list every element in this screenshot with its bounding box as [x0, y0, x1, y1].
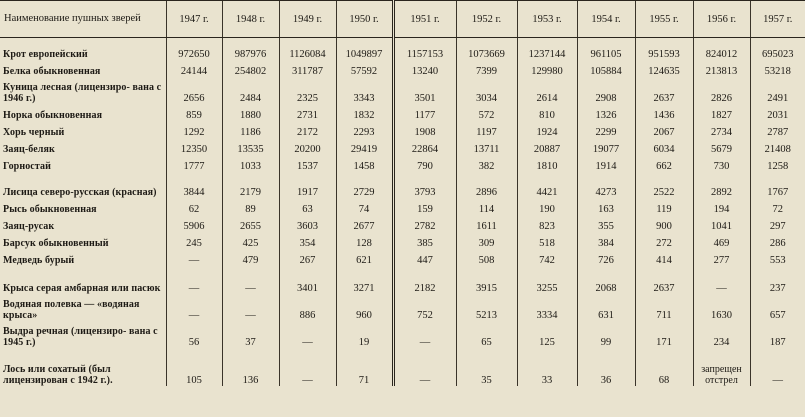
value-cell: 961105 — [577, 38, 635, 61]
table-row — [0, 172, 805, 198]
table-row — [0, 155, 805, 172]
value-cell: 1186 — [222, 121, 279, 138]
name-column-header: Наименование пушных зверей — [0, 1, 166, 38]
value-cell: 572 — [456, 104, 517, 121]
value-cell: 886 — [279, 294, 336, 321]
value-cell: 1537 — [279, 155, 336, 172]
year-header: 1957 г. — [750, 1, 805, 38]
value-cell: — — [393, 348, 456, 386]
value-cell: 621 — [336, 249, 393, 266]
value-cell: 3255 — [517, 266, 577, 294]
value-cell: 987976 — [222, 38, 279, 61]
table-row — [0, 215, 805, 232]
value-cell: 1177 — [393, 104, 456, 121]
value-cell: 2067 — [635, 121, 693, 138]
value-cell: 1041 — [693, 215, 750, 232]
value-cell: 1126084 — [279, 38, 336, 61]
value-cell: 1767 — [750, 172, 805, 198]
year-header: 1950 г. — [336, 1, 393, 38]
value-cell: 2182 — [393, 266, 456, 294]
value-cell: 125 — [517, 321, 577, 348]
value-cell: 4273 — [577, 172, 635, 198]
value-cell: 21408 — [750, 138, 805, 155]
value-cell: 1237144 — [517, 38, 577, 61]
value-cell: 7399 — [456, 60, 517, 77]
value-cell: 136 — [222, 348, 279, 386]
value-cell: 119 — [635, 198, 693, 215]
value-cell: 2908 — [577, 77, 635, 104]
value-cell: 1292 — [166, 121, 222, 138]
value-cell: 2031 — [750, 104, 805, 121]
animal-name-cell: Белка обыкновенная — [3, 66, 101, 77]
table-row — [0, 266, 805, 294]
value-cell: 2293 — [336, 121, 393, 138]
value-cell: 2172 — [279, 121, 336, 138]
value-cell: 272 — [635, 232, 693, 249]
value-cell: 237 — [750, 266, 805, 294]
value-cell: 553 — [750, 249, 805, 266]
value-cell: 19 — [336, 321, 393, 348]
value-cell: 29419 — [336, 138, 393, 155]
year-header: 1954 г. — [577, 1, 635, 38]
table-row — [0, 138, 805, 155]
value-cell: 2655 — [222, 215, 279, 232]
value-cell: 3343 — [336, 77, 393, 104]
animal-name-cell: Заяц-русак — [3, 221, 55, 232]
value-cell: 2637 — [635, 266, 693, 294]
value-cell: 129980 — [517, 60, 577, 77]
value-cell: 2179 — [222, 172, 279, 198]
value-cell: 124635 — [635, 60, 693, 77]
value-cell: — — [279, 348, 336, 386]
value-cell: 105 — [166, 348, 222, 386]
value-cell: 171 — [635, 321, 693, 348]
table-row — [0, 198, 805, 215]
value-cell: 20887 — [517, 138, 577, 155]
animal-name-cell: Лось или сохатый (был лицензирован с 1942 г.). — [3, 364, 113, 386]
value-cell: 13711 — [456, 138, 517, 155]
value-cell: 2787 — [750, 121, 805, 138]
animal-name-cell: Барсук обыкновенный — [3, 238, 109, 249]
animal-name-cell: Горностай — [3, 161, 51, 172]
value-cell: 72 — [750, 198, 805, 215]
value-cell: 6034 — [635, 138, 693, 155]
value-cell: — — [279, 321, 336, 348]
value-cell: 37 — [222, 321, 279, 348]
value-cell: 33 — [517, 348, 577, 386]
value-cell: 12350 — [166, 138, 222, 155]
animal-name-cell: Хорь черный — [3, 127, 65, 138]
value-cell: 2068 — [577, 266, 635, 294]
value-cell: 3401 — [279, 266, 336, 294]
value-cell: 960 — [336, 294, 393, 321]
year-header: 1952 г. — [456, 1, 517, 38]
table-body — [0, 38, 805, 387]
value-cell: 824012 — [693, 38, 750, 61]
value-cell: 2731 — [279, 104, 336, 121]
value-cell: 3793 — [393, 172, 456, 198]
value-cell: 2896 — [456, 172, 517, 198]
value-cell: 99 — [577, 321, 635, 348]
value-cell: 128 — [336, 232, 393, 249]
value-cell: 742 — [517, 249, 577, 266]
value-cell: 631 — [577, 294, 635, 321]
value-cell: 859 — [166, 104, 222, 121]
value-cell: 4421 — [517, 172, 577, 198]
value-cell: 2729 — [336, 172, 393, 198]
animal-name-cell: Крыса серая амбарная или пасюк — [3, 283, 161, 294]
value-cell: 695023 — [750, 38, 805, 61]
value-cell: 2491 — [750, 77, 805, 104]
value-cell: запрещен отстрел — [693, 348, 750, 386]
value-cell: 1326 — [577, 104, 635, 121]
value-cell: 65 — [456, 321, 517, 348]
value-cell: 105884 — [577, 60, 635, 77]
value-cell: 114 — [456, 198, 517, 215]
value-cell: 823 — [517, 215, 577, 232]
value-cell: 2325 — [279, 77, 336, 104]
value-cell: 53218 — [750, 60, 805, 77]
value-cell: 447 — [393, 249, 456, 266]
table-row — [0, 104, 805, 121]
value-cell: 63 — [279, 198, 336, 215]
value-cell: 2826 — [693, 77, 750, 104]
value-cell: 24144 — [166, 60, 222, 77]
value-cell: — — [166, 249, 222, 266]
value-cell: 22864 — [393, 138, 456, 155]
table-row — [0, 321, 805, 348]
value-cell: 56 — [166, 321, 222, 348]
value-cell: 2892 — [693, 172, 750, 198]
value-cell: 2734 — [693, 121, 750, 138]
value-cell: 730 — [693, 155, 750, 172]
value-cell: 1917 — [279, 172, 336, 198]
value-cell: 518 — [517, 232, 577, 249]
value-cell: 3501 — [393, 77, 456, 104]
animal-name-cell: Рысь обыкновенная — [3, 204, 97, 215]
value-cell: 2484 — [222, 77, 279, 104]
value-cell: 1436 — [635, 104, 693, 121]
value-cell: 662 — [635, 155, 693, 172]
animal-name-cell: Выдра речная (лицензиро- вана с 1945 г.) — [3, 326, 158, 348]
animal-name-cell: Медведь бурый — [3, 255, 75, 266]
value-cell: 163 — [577, 198, 635, 215]
table-row — [0, 348, 805, 386]
value-cell: 469 — [693, 232, 750, 249]
value-cell: 1914 — [577, 155, 635, 172]
value-cell: 972650 — [166, 38, 222, 61]
value-cell: 3603 — [279, 215, 336, 232]
value-cell: 2656 — [166, 77, 222, 104]
value-cell: — — [693, 266, 750, 294]
value-cell: 3334 — [517, 294, 577, 321]
value-cell: 35 — [456, 348, 517, 386]
value-cell: 13240 — [393, 60, 456, 77]
value-cell: 414 — [635, 249, 693, 266]
value-cell: 1197 — [456, 121, 517, 138]
value-cell: 2614 — [517, 77, 577, 104]
value-cell: 267 — [279, 249, 336, 266]
animal-name-cell: Норка обыкновенная — [3, 110, 103, 121]
header-row — [0, 1, 805, 38]
year-header: 1951 г. — [393, 1, 456, 38]
year-header: 1947 г. — [166, 1, 222, 38]
value-cell: 1777 — [166, 155, 222, 172]
value-cell: 5213 — [456, 294, 517, 321]
value-cell: 2522 — [635, 172, 693, 198]
value-cell: 479 — [222, 249, 279, 266]
value-cell: 1810 — [517, 155, 577, 172]
value-cell: 89 — [222, 198, 279, 215]
value-cell: 1073669 — [456, 38, 517, 61]
value-cell: 752 — [393, 294, 456, 321]
value-cell: 311787 — [279, 60, 336, 77]
value-cell: 254802 — [222, 60, 279, 77]
value-cell: 194 — [693, 198, 750, 215]
value-cell: 1924 — [517, 121, 577, 138]
value-cell: 1827 — [693, 104, 750, 121]
value-cell: 790 — [393, 155, 456, 172]
value-cell: 245 — [166, 232, 222, 249]
animal-name-cell: Крот европейский — [3, 49, 88, 60]
value-cell: 74 — [336, 198, 393, 215]
value-cell: 2299 — [577, 121, 635, 138]
value-cell: 5906 — [166, 215, 222, 232]
year-header: 1953 г. — [517, 1, 577, 38]
value-cell: 384 — [577, 232, 635, 249]
value-cell: — — [750, 348, 805, 386]
value-cell: 726 — [577, 249, 635, 266]
value-cell: 68 — [635, 348, 693, 386]
value-cell: 508 — [456, 249, 517, 266]
value-cell: 1832 — [336, 104, 393, 121]
year-header: 1949 г. — [279, 1, 336, 38]
value-cell: 234 — [693, 321, 750, 348]
value-cell: 309 — [456, 232, 517, 249]
value-cell: 159 — [393, 198, 456, 215]
value-cell: 5679 — [693, 138, 750, 155]
value-cell: 3271 — [336, 266, 393, 294]
value-cell: 13535 — [222, 138, 279, 155]
value-cell: 36 — [577, 348, 635, 386]
animal-name-cell: Куница лесная (лицензиро- вана с 1946 г.) — [3, 82, 162, 104]
value-cell: 19077 — [577, 138, 635, 155]
value-cell: — — [166, 294, 222, 321]
value-cell: 1049897 — [336, 38, 393, 61]
table-row — [0, 249, 805, 266]
year-header: 1948 г. — [222, 1, 279, 38]
year-header: 1955 г. — [635, 1, 693, 38]
table-row — [0, 60, 805, 77]
value-cell: 657 — [750, 294, 805, 321]
value-cell: 57592 — [336, 60, 393, 77]
year-header: 1956 г. — [693, 1, 750, 38]
value-cell: 286 — [750, 232, 805, 249]
value-cell: 354 — [279, 232, 336, 249]
value-cell: 711 — [635, 294, 693, 321]
table-row — [0, 77, 805, 104]
value-cell: 1630 — [693, 294, 750, 321]
table-row — [0, 121, 805, 138]
value-cell: 277 — [693, 249, 750, 266]
value-cell: 62 — [166, 198, 222, 215]
value-cell: 1157153 — [393, 38, 456, 61]
value-cell: 1908 — [393, 121, 456, 138]
value-cell: 425 — [222, 232, 279, 249]
animal-name-cell: Заяц-беляк — [3, 144, 55, 155]
table-row — [0, 232, 805, 249]
value-cell: 3844 — [166, 172, 222, 198]
animal-name-cell: Лисица северо-русская (красная) — [3, 187, 157, 198]
table-row — [0, 38, 805, 61]
value-cell: 810 — [517, 104, 577, 121]
value-cell: 1033 — [222, 155, 279, 172]
value-cell: 1258 — [750, 155, 805, 172]
value-cell: 3034 — [456, 77, 517, 104]
value-cell: — — [393, 321, 456, 348]
value-cell: 385 — [393, 232, 456, 249]
value-cell: 20200 — [279, 138, 336, 155]
value-cell: 2782 — [393, 215, 456, 232]
value-cell: 1880 — [222, 104, 279, 121]
value-cell: — — [222, 266, 279, 294]
value-cell: 355 — [577, 215, 635, 232]
value-cell: 3915 — [456, 266, 517, 294]
table-row — [0, 294, 805, 321]
value-cell: — — [166, 266, 222, 294]
value-cell: 1611 — [456, 215, 517, 232]
value-cell: 187 — [750, 321, 805, 348]
value-cell: 213813 — [693, 60, 750, 77]
value-cell: 2637 — [635, 77, 693, 104]
value-cell: 190 — [517, 198, 577, 215]
value-cell: 382 — [456, 155, 517, 172]
value-cell: 951593 — [635, 38, 693, 61]
value-cell: — — [222, 294, 279, 321]
value-cell: 71 — [336, 348, 393, 386]
value-cell: 900 — [635, 215, 693, 232]
value-cell: 297 — [750, 215, 805, 232]
value-cell: 2677 — [336, 215, 393, 232]
animal-name-cell: Водяная полевка — «водяная крыса» — [3, 299, 140, 321]
value-cell: 1458 — [336, 155, 393, 172]
